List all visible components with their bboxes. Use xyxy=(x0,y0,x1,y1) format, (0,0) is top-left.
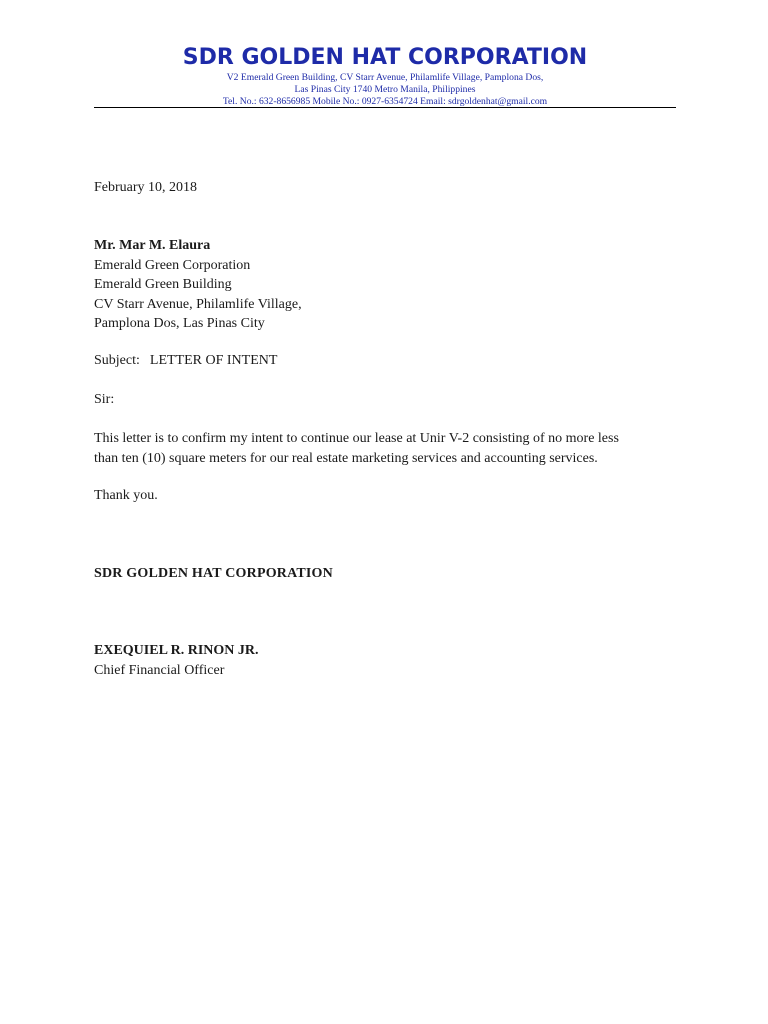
recipient-street: CV Starr Avenue, Philamlife Village, xyxy=(94,296,302,312)
letterhead xyxy=(94,44,676,108)
signatory-name: EXEQUIEL R. RINON JR. xyxy=(94,643,259,658)
address-line-2: Las Pinas City 1740 Metro Manila, Philippines xyxy=(294,84,476,95)
letter-date: February 10, 2018 xyxy=(94,180,198,195)
subject-text: LETTER OF INTENT xyxy=(149,353,278,368)
signatory-title: Chief Financial Officer xyxy=(94,662,225,678)
subject-label: Subject: xyxy=(94,353,140,368)
signatory-block xyxy=(94,641,259,680)
recipient-company: Emerald Green Corporation xyxy=(94,257,251,273)
address-line-1: V2 Emerald Green Building, CV Starr Avenue, Philamlife Village, Pamplona Dos, xyxy=(226,72,544,83)
company-name: SDR GOLDEN HAT CORPORATION xyxy=(182,45,588,70)
recipient-city: Pamplona Dos, Las Pinas City xyxy=(94,316,265,331)
body-line-2: than ten (10) square meters for our real estate marketing services and accounting services. xyxy=(94,450,598,466)
closing: Thank you. xyxy=(94,488,158,503)
body-paragraph xyxy=(94,429,619,468)
header-divider xyxy=(94,107,676,108)
signature-company: SDR GOLDEN HAT CORPORATION xyxy=(94,566,333,581)
subject-line xyxy=(94,351,277,371)
salutation: Sir: xyxy=(94,392,115,407)
contact-line: Tel. No.: 632-8656985 Mobile No.: 0927-6354724 Email: sdrgoldenhat@gmail.com xyxy=(222,96,548,107)
recipient-name: Mr. Mar M. Elaura xyxy=(94,238,211,253)
recipient-building: Emerald Green Building xyxy=(94,277,232,292)
recipient-block xyxy=(94,236,302,334)
body-line-1: This letter is to confirm my intent to continue our lease at Unir V-2 consisting of no more less xyxy=(94,431,619,446)
